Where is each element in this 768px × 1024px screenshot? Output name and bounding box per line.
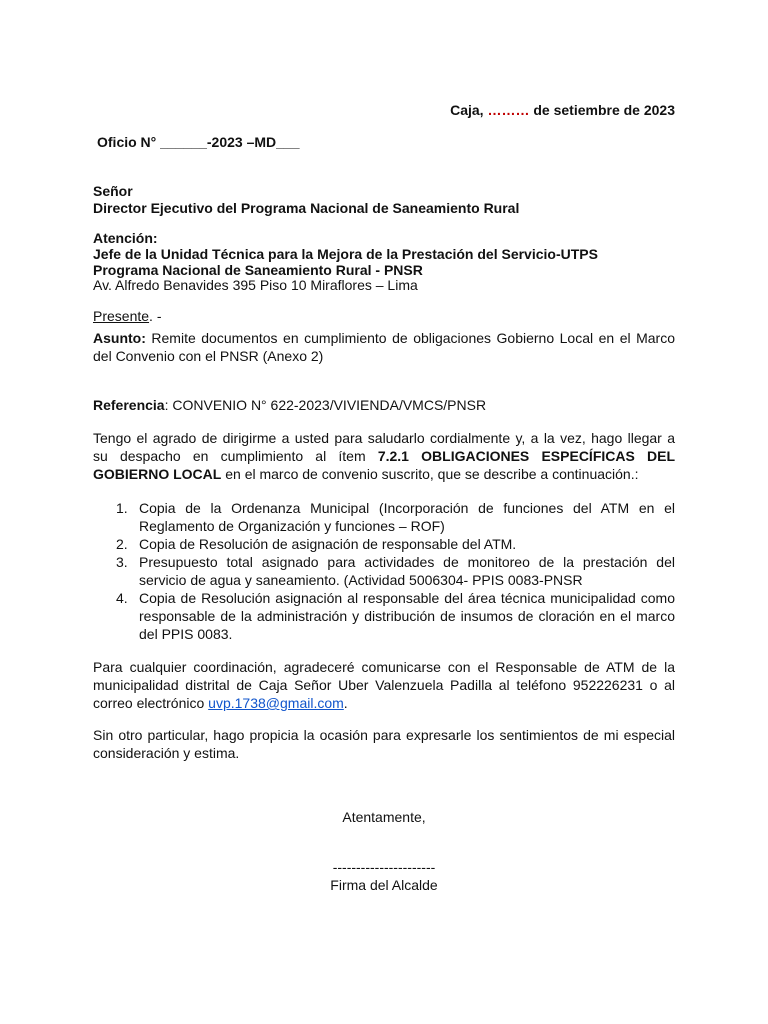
date-line	[450, 101, 675, 119]
contact-email-prefix: correo electrónico	[93, 695, 209, 711]
list-item-line: del PPIS 0083.	[139, 626, 233, 642]
referencia-text: : CONVENIO N° 622-2023/VIVIENDA/VMCS/PNSR	[164, 397, 487, 413]
contact-line-2: municipalidad distrital de Caja Señor Uber Valenzuela Padilla al teléfono 952226231 o al	[93, 677, 675, 693]
intro-text-2a: su despacho en cumplimiento al ítem	[93, 448, 378, 464]
list-item-line: Copia de Resolución de asignación de responsable del ATM.	[139, 536, 517, 552]
date-suffix: de setiembre de 2023	[533, 102, 675, 118]
list-item-line: servicio de agua y saneamiento. (Actividad 5006304- PPIS 0083-PNSR	[139, 572, 583, 588]
list-item-line: Copia de la Ordenanza Municipal (Incorporación de funciones del ATM en el	[139, 500, 675, 516]
asunto-label: Asunto:	[93, 330, 146, 346]
list-item	[93, 589, 675, 643]
intro-text-3b: en el marco de convenio suscrito, que se describe a continuación.:	[221, 466, 639, 482]
signature-label: Firma del Alcalde	[330, 877, 438, 893]
list-item-number: 2.	[116, 536, 128, 552]
list-item-line: Presupuesto total asignado para actividades de monitoreo de la prestación del	[139, 554, 675, 570]
intro-text-2b: 7.2.1 OBLIGACIONES ESPECÍFICAS DEL	[377, 448, 676, 464]
closing-line-2: consideración y estima.	[93, 745, 240, 761]
attention-line-2: Programa Nacional de Saneamiento Rural - PNSR	[93, 262, 423, 278]
list-item	[93, 553, 675, 589]
referencia-line	[93, 396, 675, 414]
recipient-address: Av. Alfredo Benavides 395 Piso 10 Miraflores – Lima	[93, 277, 418, 293]
attention-label: Atención:	[93, 230, 158, 246]
contact-paragraph	[93, 658, 675, 712]
list-item	[93, 499, 675, 535]
list-item-line: Reglamento de Organización y funciones – ROF)	[139, 518, 445, 534]
presente-suffix: . -	[149, 308, 162, 324]
asunto-line-2: del Convenio con el PNSR (Anexo 2)	[93, 348, 324, 364]
date-prefix: Caja,	[450, 102, 484, 118]
intro-paragraph	[93, 429, 675, 483]
asunto-line-1	[93, 329, 675, 347]
contact-line-1: Para cualquier coordinación, agradeceré comunicarse con el Responsable de ATM de la	[93, 659, 675, 675]
list-item	[93, 535, 675, 553]
list-item-line: responsable de la administración y distribución de insumos de cloración en el marco	[139, 608, 675, 624]
list-item-number: 3.	[116, 554, 128, 570]
closing-line-1: Sin otro particular, hago propicia la ocasión para expresarle los sentimientos de mi especial	[93, 727, 675, 743]
closing-paragraph	[93, 726, 675, 762]
presente-line	[93, 307, 675, 325]
signature-line: ----------------------	[332, 859, 436, 875]
contact-line-3	[93, 694, 675, 712]
email-link[interactable]: uvp.1738@gmail.com	[208, 695, 344, 711]
intro-text-3a: GOBIERNO LOCAL	[93, 466, 222, 482]
list-item-number: 1.	[116, 500, 128, 516]
oficio-number: Oficio N° ______-2023 –MD___	[97, 134, 300, 150]
attention-line-1: Jefe de la Unidad Técnica para la Mejora de la Prestación del Servicio-UTPS	[93, 246, 598, 262]
referencia-label: Referencia	[93, 397, 165, 413]
farewell: Atentamente,	[342, 809, 426, 825]
recipient-title: Director Ejecutivo del Programa Nacional de Saneamiento Rural	[93, 200, 520, 216]
contact-email-suffix: .	[343, 695, 348, 711]
salutation: Señor	[93, 183, 133, 199]
asunto-text-1: Remite documentos en cumplimiento de obligaciones Gobierno Local en el Marco	[151, 330, 676, 346]
list-item-line: Copia de Resolución asignación al responsable del área técnica municipalidad como	[139, 590, 675, 606]
list-item-number: 4.	[116, 590, 128, 606]
intro-line-2	[93, 447, 675, 465]
document-list	[93, 499, 675, 643]
intro-line-1: Tengo el agrado de dirigirme a usted para saludarlo cordialmente y, a la vez, hago llegar a	[93, 430, 675, 446]
intro-line-3	[93, 465, 675, 483]
presente-label: Presente	[93, 308, 150, 324]
date-dots: ………	[487, 102, 530, 118]
